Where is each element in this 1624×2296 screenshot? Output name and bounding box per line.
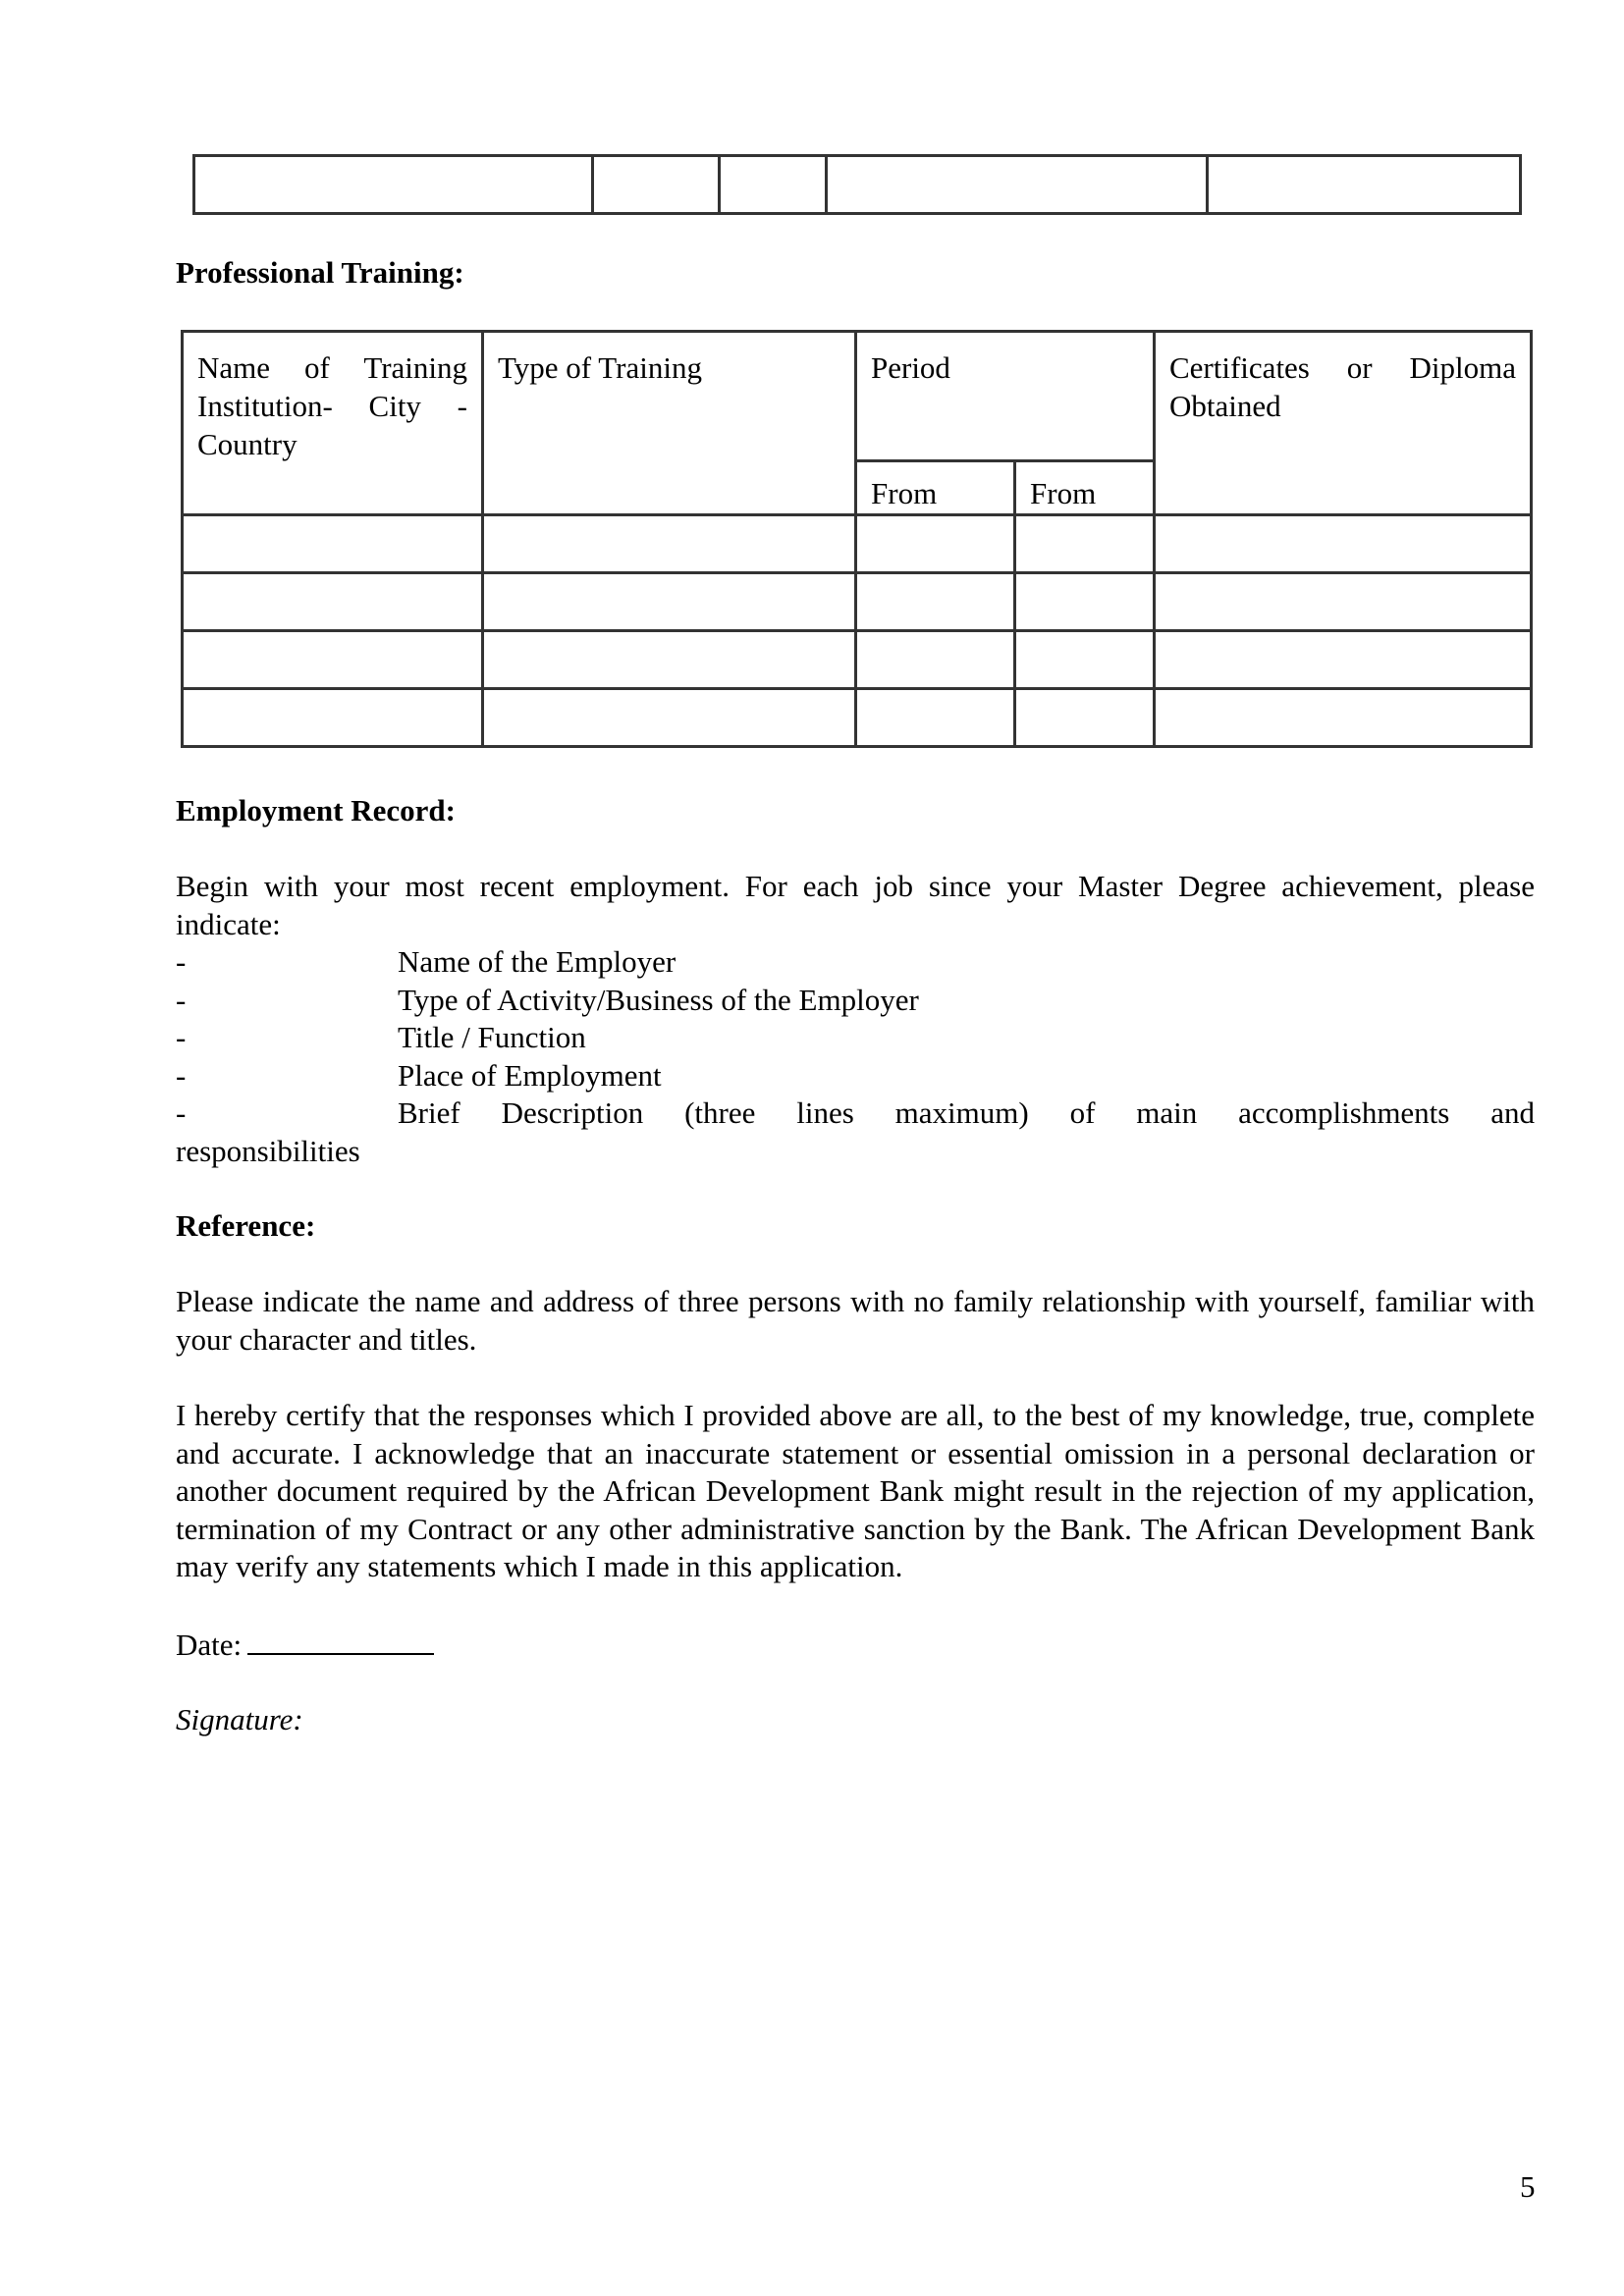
professional-training-heading: Professional Training: xyxy=(176,255,464,290)
table-header-row xyxy=(183,332,1532,461)
table-cell[interactable] xyxy=(483,689,856,747)
reference-heading: Reference: xyxy=(176,1208,316,1243)
table-cell[interactable] xyxy=(194,156,593,214)
table-cell[interactable] xyxy=(483,631,856,689)
table-cell[interactable] xyxy=(1208,156,1521,214)
col-header-from: From xyxy=(1015,461,1155,515)
reference-text: Please indicate the name and address of three persons with no family relationship with yourself, familiar with your character and titles. xyxy=(176,1284,1535,1357)
page-number: 5 xyxy=(1520,2169,1536,2204)
col-header-institution: Name of Training Institution- City - Country xyxy=(183,332,483,515)
date-field xyxy=(176,1626,434,1663)
table-cell[interactable] xyxy=(183,573,483,631)
dash: - xyxy=(176,1095,187,1130)
table-cell[interactable] xyxy=(183,515,483,573)
table-cell[interactable] xyxy=(1155,515,1532,573)
previous-table-row xyxy=(192,154,1522,215)
list-item-text: Title / Function xyxy=(398,1020,586,1054)
list-item-text: Brief Description (three lines maximum) of main accomplishments and xyxy=(398,1095,1535,1130)
table-cell[interactable] xyxy=(1155,573,1532,631)
table-row xyxy=(194,156,1521,214)
table-cell[interactable] xyxy=(1015,689,1155,747)
table-row xyxy=(183,573,1532,631)
col-header-type: Type of Training xyxy=(483,332,856,515)
list-item-text: Type of Activity/Business of the Employer xyxy=(398,982,919,1017)
professional-training-table xyxy=(181,330,1533,748)
table-row xyxy=(183,689,1532,747)
list-item-text: Name of the Employer xyxy=(398,944,677,979)
dash: - xyxy=(176,944,187,979)
dash: - xyxy=(176,1020,187,1054)
table-row xyxy=(183,515,1532,573)
table-cell[interactable] xyxy=(593,156,720,214)
col-header-period: Period xyxy=(856,332,1155,461)
table-cell[interactable] xyxy=(856,631,1015,689)
table-cell[interactable] xyxy=(856,515,1015,573)
table-cell[interactable] xyxy=(856,573,1015,631)
table-cell[interactable] xyxy=(183,689,483,747)
table-cell[interactable] xyxy=(856,689,1015,747)
date-blank-line[interactable] xyxy=(247,1626,434,1655)
table-cell[interactable] xyxy=(1155,689,1532,747)
certification-text: I hereby certify that the responses which I provided above are all, to the best of my knowledge, true, complete and accurate. I acknowledge that an inaccurate statement or essential omission in a personal declaration or another document required by the African Development Bank might result in the rejection of my application, termination of my Contract or any other administrative sanction by the Bank. The African Development Bank may verify any statements which I made in this application. xyxy=(176,1398,1535,1583)
employment-intro: Begin with your most recent employment. For each job since your Master Degree achievement, please indicate: xyxy=(176,869,1535,941)
signature-label: Signature: xyxy=(176,1702,303,1736)
list-item-text: Place of Employment xyxy=(398,1057,662,1093)
table-cell[interactable] xyxy=(1155,631,1532,689)
table-cell[interactable] xyxy=(483,515,856,573)
table-cell[interactable] xyxy=(1015,573,1155,631)
col-header-certificates: Certificates or Diploma Obtained xyxy=(1155,332,1532,515)
table-row xyxy=(183,631,1532,689)
employment-record-heading: Employment Record: xyxy=(176,793,456,828)
dash: - xyxy=(176,1057,187,1093)
table-cell[interactable] xyxy=(1015,631,1155,689)
col-header-from: From xyxy=(856,461,1015,515)
table-cell[interactable] xyxy=(827,156,1208,214)
table-cell[interactable] xyxy=(1015,515,1155,573)
dash: - xyxy=(176,982,187,1017)
list-item-continuation: responsibilities xyxy=(176,1133,360,1168)
date-label: Date: xyxy=(176,1628,243,1662)
table-cell[interactable] xyxy=(183,631,483,689)
table-cell[interactable] xyxy=(720,156,827,214)
table-cell[interactable] xyxy=(483,573,856,631)
